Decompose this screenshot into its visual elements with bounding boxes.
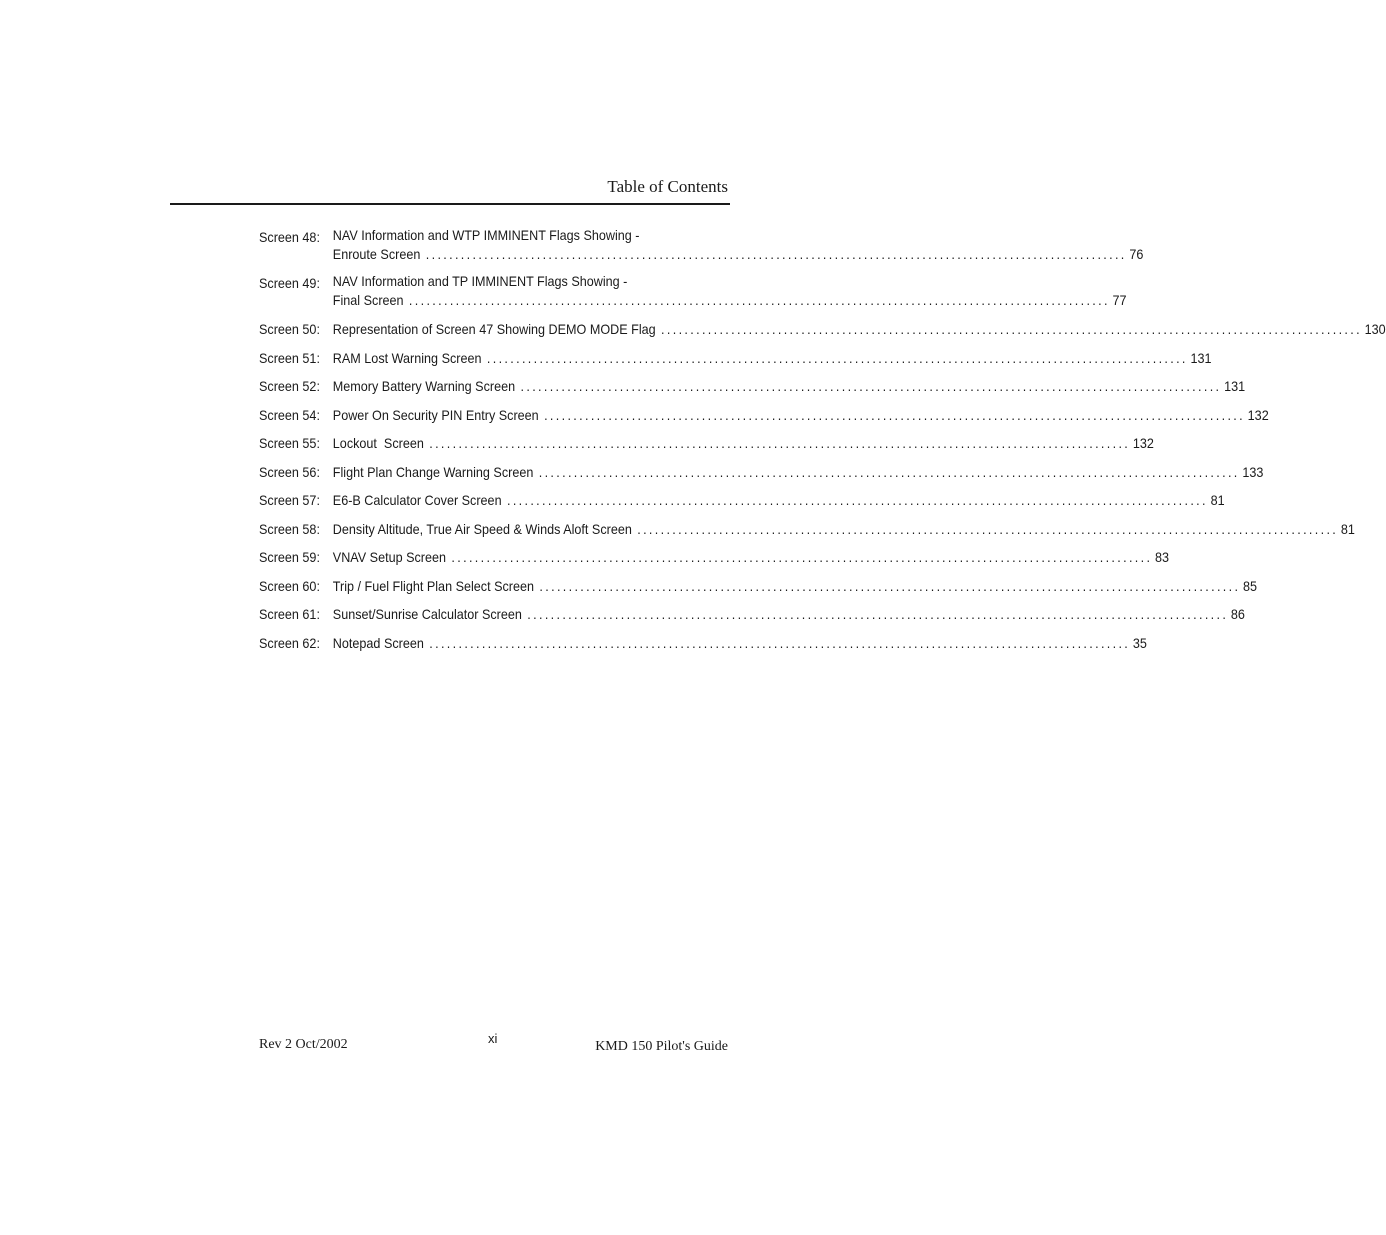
toc-entry-number: Screen 52: [259,378,320,394]
toc-entry[interactable] [259,405,1269,425]
toc-entry-title: RAM Lost Warning Screen [332,349,482,366]
toc-entry-page: 77 [1112,292,1127,308]
toc-entry-title: VNAV Setup Screen [332,549,447,565]
toc-entry-title: Sunset/Sunrise Calculator Screen [332,606,522,622]
page-header-title: Table of Contents [607,177,728,196]
toc-dot-leader: ........................................................................................................................ [661,321,1362,337]
toc-entry-number: Screen 58: [259,520,320,537]
toc-entry-title: Representation of Screen 47 Showing DEMO MODE Flag [332,321,656,337]
toc-entry-title: Flight Plan Change Warning Screen [332,463,534,480]
toc-entry[interactable] [259,348,1212,368]
toc-dot-leader: ........................................................................................................................ [451,549,1153,565]
toc-entry-number: Screen 59: [259,549,320,565]
toc-dot-leader: ........................................................................................................................ [544,406,1245,423]
toc-entry[interactable] [259,433,1154,453]
toc-entry-title: Trip / Fuel Flight Plan Select Screen [332,577,535,594]
toc-entry[interactable] [259,273,1127,310]
toc-entry-number: Screen 60: [259,577,320,594]
toc-entry-page: 85 [1243,577,1258,594]
toc-entry-number: Screen 62: [259,634,320,651]
table-of-contents-list [259,227,1386,661]
toc-dot-leader: ........................................................................................................................ [538,463,1240,480]
toc-dot-leader: ........................................................................................................................ [527,606,1229,622]
toc-entry-page: 130 [1364,321,1386,337]
toc-entry[interactable] [259,633,1147,653]
toc-entry-number: Screen 50: [259,321,320,337]
toc-entry-number: Screen 48: [259,229,320,245]
toc-entry-number: Screen 57: [259,492,320,508]
toc-entry-page: 131 [1190,349,1212,366]
toc-dot-leader: ........................................................................................................................ [486,349,1188,366]
toc-dot-leader: ........................................................................................................................ [637,520,1339,537]
toc-entry-page: 132 [1247,406,1269,423]
footer-guide-title: KMD 150 Pilot's Guide [595,1039,728,1054]
toc-dot-leader: ........................................................................................................................ [520,378,1222,394]
toc-dot-leader: ........................................................................................................................ [408,292,1110,308]
toc-dot-leader: ........................................................................................................................ [506,492,1208,508]
toc-entry-page: 76 [1129,246,1144,262]
toc-entry-page: 132 [1132,435,1154,451]
toc-entry[interactable] [259,490,1225,510]
toc-entry-number: Screen 61: [259,606,320,622]
toc-entry-title: Enroute Screen [332,246,421,262]
toc-entry-title-line: NAV Information and TP IMMINENT Flags Showing - [332,273,628,289]
toc-entry-title: Final Screen [332,292,404,308]
header-divider [170,203,730,205]
toc-dot-leader: ........................................................................................................................ [425,246,1127,262]
footer-revision: Rev 2 Oct/2002 [259,1037,348,1052]
toc-entry[interactable] [259,319,1386,339]
toc-entry[interactable] [259,462,1264,482]
toc-entry[interactable] [259,604,1245,624]
toc-entry-page: 83 [1155,549,1170,565]
toc-entry-title-line: NAV Information and WTP IMMINENT Flags Showing - [332,227,640,243]
toc-entry-number: Screen 49: [259,275,320,291]
toc-entry-title: Density Altitude, True Air Speed & Winds Aloft Screen [332,520,632,537]
toc-entry-number: Screen 51: [259,349,320,366]
toc-entry-title: Lockout Screen [332,435,424,451]
toc-entry-number: Screen 56: [259,463,320,480]
toc-entry-page: 81 [1210,492,1225,508]
toc-entry-page: 133 [1242,463,1264,480]
toc-dot-leader: ........................................................................................................................ [429,634,1131,651]
toc-entry-page: 81 [1340,520,1355,537]
toc-entry-page: 131 [1224,378,1246,394]
toc-entry-title: Power On Security PIN Entry Screen [332,406,539,423]
toc-entry[interactable] [259,227,1144,264]
toc-dot-leader: ........................................................................................................................ [539,577,1241,594]
toc-entry-number: Screen 55: [259,435,320,451]
toc-entry-number: Screen 54: [259,406,320,423]
toc-entry-title: Notepad Screen [332,634,424,651]
toc-entry-page: 35 [1132,634,1147,651]
toc-entry[interactable] [259,547,1170,567]
toc-entry-page: 86 [1230,606,1245,622]
footer-page-number: xi [488,1031,498,1046]
toc-entry[interactable] [259,519,1355,539]
toc-entry-title: E6-B Calculator Cover Screen [332,492,502,508]
toc-entry[interactable] [259,576,1258,596]
toc-dot-leader: ........................................................................................................................ [429,435,1131,451]
toc-entry[interactable] [259,376,1246,396]
toc-entry-title: Memory Battery Warning Screen [332,378,516,394]
